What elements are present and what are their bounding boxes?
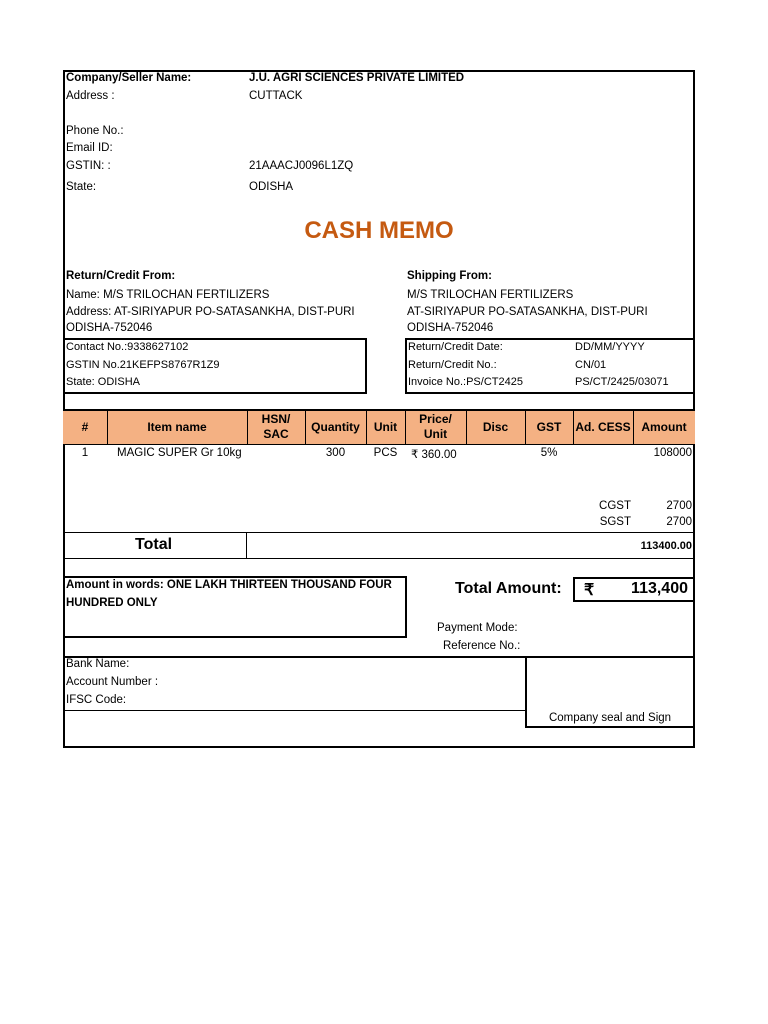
row-price: ₹ 360.00: [411, 449, 457, 461]
reference-number-label: Reference No.:: [443, 640, 521, 652]
col-number-header: #: [81, 419, 89, 434]
page-title: CASH MEMO: [304, 217, 454, 244]
credit-no-label: Return/Credit No.:: [408, 359, 497, 371]
shipping-from-heading: Shipping From:: [407, 270, 492, 282]
col-gst-header: GST: [536, 419, 562, 434]
invoice-label: Invoice No.:PS/CT2425: [408, 376, 523, 388]
col-price-header-line1: Price/: [419, 412, 452, 426]
cgst-label: CGST: [599, 500, 631, 512]
seller-address-value: CUTTACK: [249, 90, 303, 102]
col-cess-header: Ad. CESS: [575, 419, 631, 434]
payment-mode-label: Payment Mode:: [437, 622, 518, 634]
ifsc-code-label: IFSC Code:: [66, 694, 127, 706]
company-seal-label: Company seal and Sign: [548, 712, 672, 724]
credit-date-label: Return/Credit Date:: [408, 341, 503, 353]
seller-state-value: ODISHA: [249, 181, 294, 193]
total-value: 113400.00: [640, 540, 692, 552]
cgst-value: 2700: [666, 500, 692, 512]
row-quantity: 300: [325, 447, 346, 459]
return-from-address: Address: AT-SIRIYAPUR PO-SATASANKHA, DIST-PURI: [66, 306, 355, 318]
col-hsn-header: [247, 410, 305, 444]
header-divider: [466, 410, 467, 445]
header-divider: [305, 410, 306, 445]
return-from-address2: ODISHA-752046: [66, 322, 153, 334]
seller-name-label: Company/Seller Name:: [66, 72, 192, 84]
return-from-name: Name: M/S TRILOCHAN FERTILIZERS: [66, 289, 270, 301]
shipping-from-name: M/S TRILOCHAN FERTILIZERS: [407, 289, 574, 301]
total-label: Total: [135, 536, 173, 553]
seller-phone-label: Phone No.:: [66, 125, 124, 137]
seller-name-value: J.U. AGRI SCIENCES PRIVATE LIMITED: [249, 72, 465, 84]
row-number: 1: [81, 447, 89, 459]
header-divider: [247, 410, 248, 445]
contact-number: Contact No.:9338627102: [66, 341, 189, 353]
account-number-label: Account Number :: [66, 676, 159, 688]
seller-address-label: Address :: [66, 90, 115, 102]
seller-email-label: Email ID:: [66, 142, 113, 154]
col-item-header: Item name: [147, 419, 207, 434]
shipping-from-address: AT-SIRIYAPUR PO-SATASANKHA, DIST-PURI: [407, 306, 648, 318]
return-from-heading: Return/Credit From:: [66, 270, 176, 282]
header-divider: [366, 410, 367, 445]
bank-name-label: Bank Name:: [66, 658, 130, 670]
seller-gstin-value: 21AAACJ0096L1ZQ: [249, 160, 354, 172]
invoice-value: PS/CT/2425/03071: [575, 376, 669, 388]
seller-state-label: State:: [66, 181, 97, 193]
shipping-from-address2: ODISHA-752046: [407, 322, 494, 334]
col-hsn-header-line2: SAC: [263, 427, 289, 441]
row-amount: 108000: [653, 447, 692, 459]
credit-no-value: CN/01: [575, 359, 607, 371]
rupee-icon: ₹: [584, 582, 595, 599]
sgst-value: 2700: [666, 516, 692, 528]
return-from-gstin: GSTIN No.21KEFPS8767R1Z9: [66, 359, 220, 371]
header-divider: [633, 410, 634, 445]
total-amount-value: 113,400: [631, 580, 688, 597]
header-divider: [107, 410, 108, 445]
return-from-state: State: ODISHA: [66, 376, 140, 388]
header-divider: [525, 410, 526, 445]
row-unit: PCS: [373, 447, 398, 459]
credit-date-value: DD/MM/YYYY: [575, 341, 645, 353]
amount-words-line1: Amount in words: ONE LAKH THIRTEEN THOUSAND FOUR: [66, 579, 392, 591]
col-unit-header: Unit: [373, 419, 398, 434]
header-divider: [573, 410, 574, 445]
bank-section-bottom-border: [63, 710, 525, 711]
amount-words-line2: HUNDRED ONLY: [66, 597, 158, 609]
col-price-header: [405, 410, 466, 444]
header-divider: [405, 410, 406, 445]
total-amount-label: Total Amount:: [455, 580, 562, 597]
sgst-label: SGST: [599, 516, 631, 528]
col-hsn-header-line1: HSN/: [261, 412, 291, 426]
row-item-name: MAGIC SUPER Gr 10kg: [117, 447, 242, 459]
col-amount-header: Amount: [641, 419, 687, 434]
col-disc-header: Disc: [482, 419, 509, 434]
col-price-header-line2: Unit: [423, 427, 448, 441]
col-quantity-header: Quantity: [311, 419, 360, 434]
seller-gstin-label: GSTIN: :: [66, 160, 111, 172]
row-gst: 5%: [540, 447, 558, 459]
